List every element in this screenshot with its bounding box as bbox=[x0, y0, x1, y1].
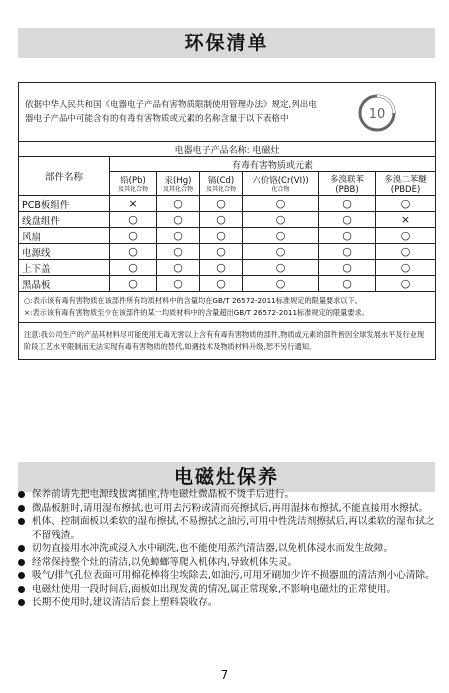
page-number: 7 bbox=[220, 668, 229, 682]
cell-value: ○ bbox=[200, 260, 243, 276]
list-item: 电磁灶使用一段时间后,面板如出现发黄的情况,属正常现象,不影响电磁灶的正常使用。 bbox=[18, 583, 438, 597]
cell-value: ○ bbox=[376, 260, 436, 276]
cell-value: ○ bbox=[243, 260, 319, 276]
part-name-header: 部件名称 bbox=[19, 157, 110, 196]
row-part: PCB板组件 bbox=[19, 196, 110, 212]
bullet-icon bbox=[18, 559, 25, 566]
epup-10-logo-icon bbox=[357, 93, 397, 133]
list-item: 切勿直接用水冲洗或浸入水中刷洗,也不能使用蒸汽清洁器,以免机体浸水而发生故障。 bbox=[18, 542, 438, 556]
symbol-legend bbox=[19, 292, 436, 323]
row-part: 电源线 bbox=[19, 244, 110, 260]
cell-value: ○ bbox=[243, 228, 319, 244]
table-row bbox=[19, 276, 436, 292]
company-note: 注意:我公司生产的产品其材料尽可能使用无毒无害以上含有有毒有害物质的部件,物质或元素的部件皆因全球发展水平及行业现阶段工艺水平限制而无法实现有毒有害物质的替代,如遇技术及物质材料升级,恕不另行通知。 bbox=[19, 323, 436, 360]
hazard-group-header: 有毒有害物质或元素 bbox=[110, 157, 436, 172]
col-header-cd: 镉(Cd) 及其化合物 bbox=[200, 172, 243, 196]
logo-number: 10 bbox=[368, 107, 386, 122]
cell-value: ○ bbox=[157, 276, 200, 292]
bullet-icon bbox=[18, 518, 25, 525]
product-name: 电器电子产品名称: 电磁灶 bbox=[19, 142, 436, 157]
list-item: 微晶板脏时,请用湿布擦拭,也可用去污粉或清而亮擦拭后,再用湿抹布擦拭,不能直接用水擦拭。 bbox=[18, 502, 438, 516]
row-part: 风扇 bbox=[19, 228, 110, 244]
cell-value: ○ bbox=[157, 228, 200, 244]
table-row bbox=[19, 260, 436, 276]
cell-value: ○ bbox=[110, 260, 157, 276]
note-circle: ○:表示该有毒有害物质在该部件所有均质材料中的含量均在GB/T 26572-2011标准规定的限量要求以下。 bbox=[24, 296, 362, 305]
cell-value: × bbox=[110, 196, 157, 212]
cell-value: ○ bbox=[376, 276, 436, 292]
cell-value: ○ bbox=[200, 276, 243, 292]
table-row bbox=[19, 228, 436, 244]
cell-value: ○ bbox=[243, 276, 319, 292]
table-row bbox=[19, 244, 436, 260]
bullet-icon bbox=[18, 545, 25, 552]
cell-value: ○ bbox=[110, 244, 157, 260]
cell-value: ○ bbox=[200, 212, 243, 228]
maintenance-list bbox=[18, 488, 438, 610]
bullet-icon bbox=[18, 599, 25, 606]
cell-value: ○ bbox=[319, 260, 376, 276]
row-part: 黑晶板 bbox=[19, 276, 110, 292]
cell-value: ○ bbox=[376, 244, 436, 260]
col-header-hg: 汞(Hg) 及其化合物 bbox=[157, 172, 200, 196]
cell-value: ○ bbox=[200, 196, 243, 212]
cell-value: ○ bbox=[243, 244, 319, 260]
table-row bbox=[19, 196, 436, 212]
cell-value: ○ bbox=[110, 228, 157, 244]
bullet-icon bbox=[18, 586, 25, 593]
list-item: 长期不使用时,建议清洁后套上塑料袋收存。 bbox=[18, 596, 438, 610]
cell-value: ○ bbox=[243, 196, 319, 212]
list-item: 经常保持整个灶的清洁,以免蟑螂等爬入机体内,导致机体失灵。 bbox=[18, 556, 438, 570]
intro-cell bbox=[19, 83, 436, 142]
cell-value: ○ bbox=[319, 244, 376, 260]
intro-text: 依据中华人民共和国《电器电子产品有害物质限制使用管理办法》规定,列出电器电子产品中可能含有的有毒有害物质或元素的名称含量于以下表格中 bbox=[25, 100, 317, 124]
list-item: 机体、控制面板以柔软的湿布擦拭,不易擦拭之油污,可用中性洗洁剂擦拭后,再以柔软的湿布拭之不留残渣。 bbox=[18, 515, 438, 542]
bullet-icon bbox=[18, 491, 25, 498]
cell-value: ○ bbox=[319, 212, 376, 228]
bullet-icon bbox=[18, 572, 25, 579]
row-part: 上下盖 bbox=[19, 260, 110, 276]
bullet-icon bbox=[18, 505, 25, 512]
cell-value: ○ bbox=[376, 228, 436, 244]
cell-value: ○ bbox=[319, 276, 376, 292]
col-header-pbde: 多溴二苯醚 (PBDE) bbox=[376, 172, 436, 196]
cell-value: ○ bbox=[157, 196, 200, 212]
note-cross: ×:表示该有毒有害物质至少在该部件的某一均质材料中的含量超出GB/T 26572-2011标准规定的限量要求。 bbox=[24, 308, 369, 317]
table-row bbox=[19, 212, 436, 228]
cell-value: × bbox=[376, 212, 436, 228]
cell-value: ○ bbox=[319, 196, 376, 212]
row-part: 线盘组件 bbox=[19, 212, 110, 228]
cell-value: ○ bbox=[200, 228, 243, 244]
section-title-maintenance: 电磁灶保养 bbox=[18, 462, 435, 492]
col-header-cr6: 六价铬(Cr(VI)) 化合物 bbox=[243, 172, 319, 196]
cell-value: ○ bbox=[157, 244, 200, 260]
list-item: 吸气/排气孔位表面可用棉花棒将尘埃除去,如油污,可用牙刷加少许不损器皿的清洁剂小心清除。 bbox=[18, 569, 438, 583]
cell-value: ○ bbox=[243, 212, 319, 228]
list-item: 保养前请先把电源线拔离插座,待电磁灶微晶板不烫手后进行。 bbox=[18, 488, 438, 502]
cell-value: ○ bbox=[319, 228, 376, 244]
cell-value: ○ bbox=[376, 196, 436, 212]
cell-value: ○ bbox=[157, 260, 200, 276]
cell-value: ○ bbox=[200, 244, 243, 260]
col-header-pb: 铅(Pb) 及其化合物 bbox=[110, 172, 157, 196]
hazardous-substances-table bbox=[18, 82, 436, 360]
cell-value: ○ bbox=[110, 276, 157, 292]
section-title-environmental-list: 环保清单 bbox=[18, 28, 435, 58]
col-header-pbb: 多溴联苯 (PBB) bbox=[319, 172, 376, 196]
cell-value: ○ bbox=[157, 212, 200, 228]
cell-value: ○ bbox=[110, 212, 157, 228]
